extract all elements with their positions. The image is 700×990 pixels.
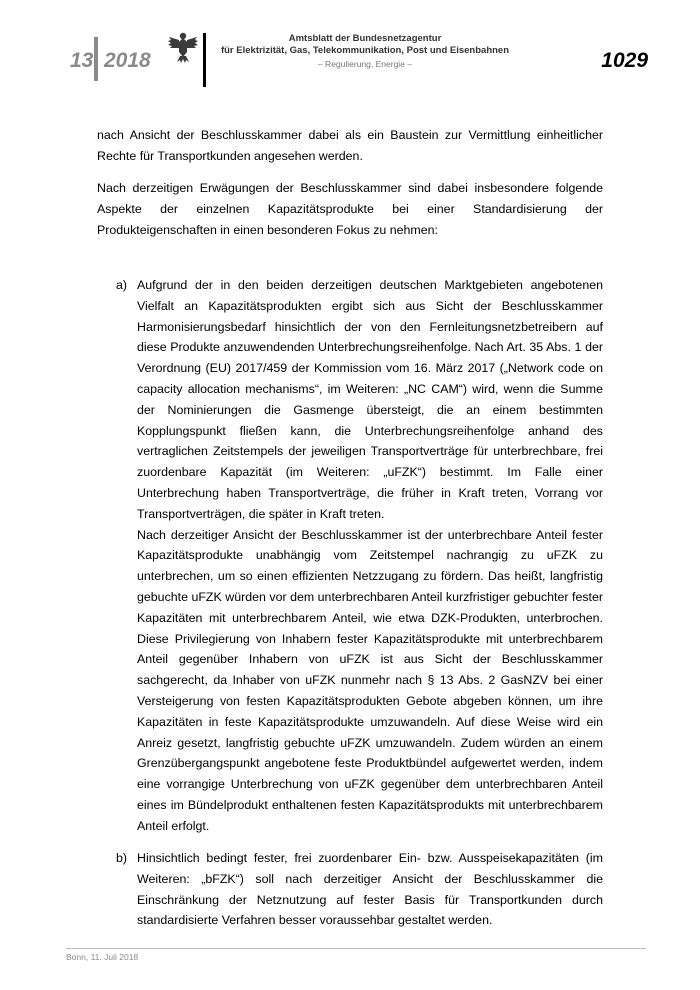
footer-divider <box>66 948 646 949</box>
federal-eagle-icon <box>166 30 200 64</box>
footer-date: Bonn, 11. Juli 2018 <box>66 952 139 962</box>
gazette-title-line-2: für Elektrizität, Gas, Telekommunikation, Post und Eisenbahnen <box>220 45 510 56</box>
paragraph-intro: nach Ansicht der Beschlusskammer dabei als ein Baustein zur Vermittlung einheitlicher Rechte für Transportkunden angesehen werden. <box>97 128 603 163</box>
list-item-paragraph: Hinsichtlich bedingt fester, frei zuordenbarer Ein- bzw. Ausspeisekapazitäten (im Weiteren: „bFZK“) soll nach derzeitiger Ansicht der Beschlusskammer die Einschränkung der Netznutzung auf fester Basis für Transportkunden durch standardisierte Verfahren besser voraussehbar gestaltet werden. <box>137 851 603 928</box>
list-marker: a) <box>116 278 128 292</box>
paragraph-aspects: Nach derzeitigen Erwägungen der Beschlusskammer sind dabei insbesondere folgende Aspekte der einzelnen Kapazitätsprodukte bei einer Standardisierung der Produkteigenschaften in einen besonderen Fokus zu nehmen: <box>97 181 603 237</box>
list-marker: b) <box>116 851 128 865</box>
issue-number: 13 <box>70 49 94 72</box>
list-item-a <box>116 275 603 837</box>
header-divider <box>203 33 206 87</box>
list-item-paragraph: Nach derzeitiger Ansicht der Beschlusskammer ist der unterbrechbare Anteil fester Kapazitätsprodukte unabhängig vom Zeitstempel nachrangig zu uFZK zu unterbrechen, um so einen effizienten Netzzugang zu fördern. Das heißt, langfristig gebuchte uFZK würden vor dem unterbrechbaren Anteil kurzfristiger gebuchter fester Kapazitäten mit unterbrechbarem Anteil, wie etwa DZK-Produkten, unterbrochen. Diese Privilegierung von Inhabern fester Kapazitätsprodukte mit unterbrechbarem Anteil gegenüber Inhabern von uFZK ist aus Sicht der Beschlusskammer sachgerecht, da Inhaber von uFZK nunmehr nach § 13 Abs. 2 GasNZV bei einer Versteigerung von festen Kapazitätsprodukten Gebote abgeben können, um ihre Kapazitäten in feste Kapazitätsprodukte umzuwandeln. Auf diese Weise wird ein Anreiz gesetzt, langfristig gebuchte uFZK umzuwandeln. Zudem würden an einem Grenzübergangspunkt angebotene feste Produktbündel aufgewertet werden, indem eine vorrangige Unterbrechung von uFZK gegenüber dem unterbrechbaren Anteil eines im Bündelprodukt enthaltenen festen Kapazitätsprodukts mit unterbrechbarem Anteil erfolgt. <box>137 527 603 833</box>
issue-year: 2018 <box>104 49 151 72</box>
list-item-paragraph: Aufgrund der in den beiden derzeitigen deutschen Marktgebieten angebotenen Vielfalt an Kapazitätsprodukten ergibt sich aus Sicht der Beschlusskammer Harmonisierungsbedarf hinsichtlich der von den Fernleitungsnetzbetreibern auf diese Produkte anzuwendenden Unterbrechungsreihenfolge. Nach Art. 35 Abs. 1 der Verordnung (EU) 2017/459 der Kommission vom 16. März 2017 („Network code on capacity allocation mechanisms“, im Weiteren: „NC CAM“) wird, wenn die Summe der Nominierungen die Gasmenge übersteigt, die an einem bestimmten Kopplungspunkt fließen kann, die Unterbrechungsreihenfolge anhand des vertraglichen Zeitstempels der jeweiligen Transportverträge für unterbrechbare, frei zuordenbare Kapazität (im Weiteren: „uFZK“) bestimmt. Im Falle einer Unterbrechung haben Transportverträge, die früher in Kraft treten, Vorrang vor Transportverträgen, die später in Kraft treten. <box>137 278 603 521</box>
page-number: 1029 <box>601 49 648 72</box>
gazette-subtitle: – Regulierung, Energie – <box>317 59 413 69</box>
gazette-title-line-1: Amtsblatt der Bundesnetzagentur <box>288 33 442 44</box>
list-item-b <box>116 848 603 931</box>
issue-divider <box>94 37 98 81</box>
